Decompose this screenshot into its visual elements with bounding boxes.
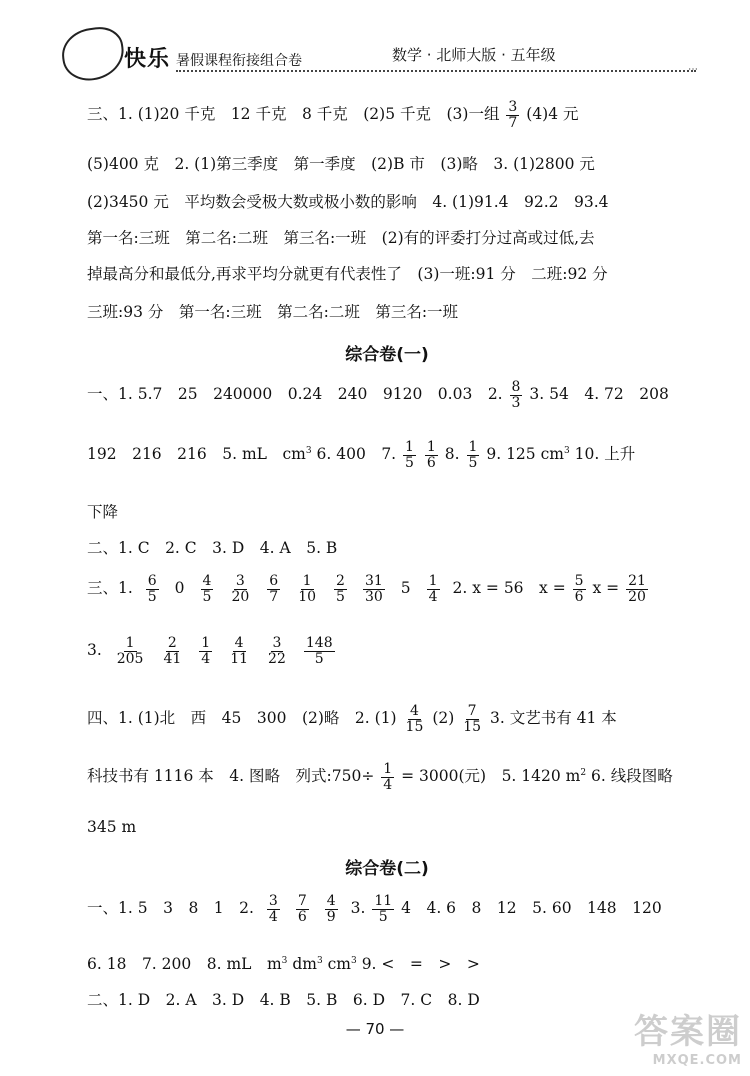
fraction: $\frac{3}{22}$ bbox=[268, 635, 286, 667]
answer-line: 第一名:三班 第二名:二班 第三名:一班 (2)有的评委打分过高或过低,去 bbox=[87, 229, 595, 247]
plain-number: 5 bbox=[400, 579, 411, 598]
fraction: $\frac{1}{4}$ bbox=[201, 635, 211, 667]
fraction: $\frac{2}{5}$ bbox=[336, 573, 345, 605]
watermark-domain: MXQE.COM bbox=[652, 1053, 742, 1068]
answer-line: 四、1. (1)北 西 45 300 (2)略 2. (1) $\frac{4}{15}$ (2) $\frac{7}{15}$ 3. 文艺书有 41 本 bbox=[87, 703, 617, 735]
fraction: $\frac{1}{5}$ bbox=[405, 439, 414, 471]
answer-line: 一、1. 5 3 8 1 2. $\frac{3}{4}$ $\frac{7}{6}$ $\frac{4}{9}$ 3. $\frac{11}{5}$ 4 4. 6 8 12 5. 60 148 120 bbox=[87, 893, 662, 925]
answer-line: 科技书有 1116 本 4. 图略 列式:750÷ $\frac{1}{4}$ = 3000(元) 5. 1420 $m^2$ 6. 线段图略 bbox=[87, 761, 673, 793]
answer-line: 345 m bbox=[87, 818, 137, 836]
fraction: $\frac{8}{3}$ bbox=[511, 379, 521, 411]
edition-label: 数学 · 北师大版 · 五年级 bbox=[392, 46, 556, 64]
answer-line: 下降 bbox=[87, 503, 119, 521]
fraction: $\frac{4}{5}$ bbox=[202, 573, 212, 605]
section-title-2: 综合卷(二) bbox=[345, 859, 429, 879]
series-title: 暑假课程衔接组合卷 bbox=[176, 53, 302, 69]
answer-line: 三班:93 分 第一名:三班 第二名:二班 第三名:一班 bbox=[87, 303, 459, 321]
fraction: $\frac{31}{30}$ bbox=[364, 573, 383, 605]
corner-mark: ⋯ bbox=[688, 64, 698, 75]
answer-line: 三、1. (1)20 千克 12 千克 8 千克 (2)5 千克 (3)一组 $\frac{3}{7}$ (4)4 元 bbox=[87, 99, 579, 131]
fraction: $\frac{2}{41}$ bbox=[163, 635, 182, 667]
fraction: $\frac{3}{7}$ bbox=[508, 99, 518, 131]
fraction: $\frac{21}{20}$ bbox=[628, 573, 646, 605]
fraction: $\frac{5}{6}$ bbox=[574, 573, 584, 605]
fraction-list bbox=[107, 635, 343, 667]
page-header bbox=[62, 28, 702, 84]
fraction: $\frac{7}{15}$ bbox=[463, 703, 482, 735]
answer-line: 6. 18 7. 200 8. mL $m^3$ $dm^3$ $cm^3$ 9. < = > > bbox=[87, 955, 480, 973]
fraction: $\frac{6}{7}$ bbox=[269, 573, 279, 605]
watermark-text: 答案圈 bbox=[634, 1012, 742, 1052]
book-logo-icon bbox=[59, 24, 128, 84]
fraction: $\frac{6}{5}$ bbox=[147, 573, 157, 605]
answer-line: (5)400 克 2. (1)第三季度 第一季度 (2)B 市 (3)略 3. (1)2800 元 bbox=[87, 155, 595, 173]
answer-line: 二、1. C 2. C 3. D 4. A 5. B bbox=[87, 539, 338, 557]
fraction: $\frac{4}{9}$ bbox=[326, 893, 336, 925]
answer-line: 192 216 216 5. mL $cm^3$ 6. 400 7. $\frac{1}{5}$ $\frac{1}{6}$ 8. $\frac{1}{5}$ 9. 125 $cm^3$ 10. 上升 bbox=[87, 439, 636, 471]
fraction: $\frac{4}{11}$ bbox=[230, 635, 249, 667]
fraction: $\frac{1}{10}$ bbox=[298, 573, 317, 605]
fraction: $\frac{3}{4}$ bbox=[268, 893, 278, 925]
fraction: $\frac{4}{15}$ bbox=[405, 703, 424, 735]
answer-line: 二、1. D 2. A 3. D 4. B 5. B 6. D 7. C 8. D bbox=[87, 991, 480, 1009]
fraction: $\frac{1}{205}$ bbox=[116, 635, 144, 667]
site-watermark bbox=[602, 1004, 742, 1068]
fraction: $\frac{7}{6}$ bbox=[297, 893, 307, 925]
fraction: $\frac{1}{4}$ bbox=[428, 573, 438, 605]
answer-line: (2)3450 元 平均数会受极大数或极小数的影响 4. (1)91.4 92.2 93.4 bbox=[87, 193, 609, 211]
fraction-list bbox=[259, 893, 346, 925]
brand-title: 快乐 bbox=[124, 47, 171, 72]
page-number: — 70 — bbox=[345, 1020, 405, 1038]
fraction: $\frac{11}{5}$ bbox=[374, 893, 393, 925]
answer-line: 三、1. $\frac{6}{5}$ 0 $\frac{4}{5}$ $\frac{3}{20}$ $\frac{6}{7}$ $\frac{1}{10}$ $\frac{2}{5}$ $\frac{31}{30}$ 5 $\frac{1}{4}$ 2. x = 56 x = $\frac{5}{6}$ x = $\frac{21}{20}$ bbox=[87, 573, 646, 605]
section-title-1: 综合卷(一) bbox=[345, 345, 429, 365]
answer-line: 掉最高分和最低分,再求平均分就更有代表性了 (3)一班:91 分 二班:92 分 bbox=[87, 265, 608, 283]
fraction: $\frac{3}{20}$ bbox=[231, 573, 250, 605]
fraction: $\frac{1}{4}$ bbox=[383, 761, 393, 793]
plain-number: 0 bbox=[174, 579, 185, 598]
fraction: $\frac{148}{5}$ bbox=[305, 635, 333, 667]
fraction: $\frac{1}{6}$ bbox=[426, 439, 436, 471]
answer-line: 3. $\frac{1}{205}$ $\frac{2}{41}$ $\frac{1}{4}$ $\frac{4}{11}$ $\frac{3}{22}$ $\frac{148}{5}$ bbox=[87, 636, 343, 666]
fraction: $\frac{1}{5}$ bbox=[468, 439, 478, 471]
answer-line: 一、1. 5.7 25 240000 0.24 240 9120 0.03 2. $\frac{8}{3}$ 3. 54 4. 72 208 bbox=[87, 379, 669, 411]
header-divider bbox=[176, 70, 696, 72]
